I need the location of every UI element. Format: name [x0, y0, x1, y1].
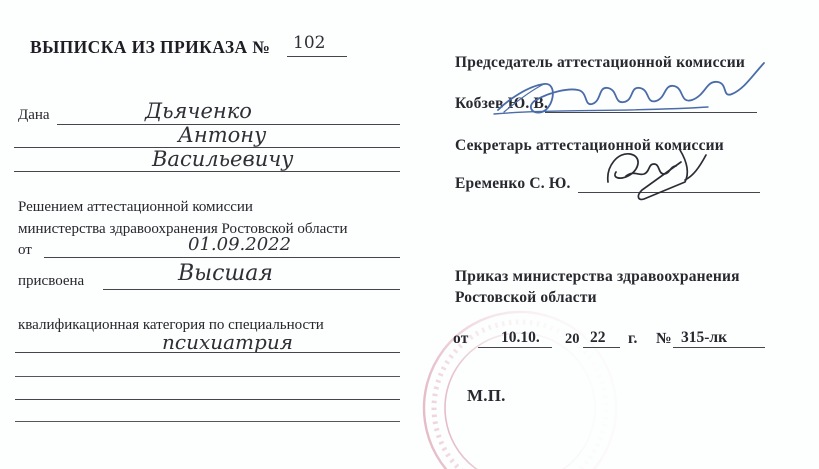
decision-date-line: [44, 257, 400, 258]
specialty-label: квалификационная категория по специальности: [18, 317, 324, 333]
order-number-line: [287, 56, 347, 57]
blank-line-2: [15, 399, 400, 400]
order-day-month: 10.10.: [501, 329, 540, 346]
order-date-line: [478, 347, 552, 348]
secretary-title: Секретарь аттестационной комиссии: [455, 137, 724, 154]
decision-text-line1: Решением аттестационной комиссии: [18, 199, 253, 215]
category-handwritten: Высшая: [178, 261, 273, 286]
chairman-signature: [492, 60, 774, 118]
decision-text-line2: министерства здравоохранения Ростовской области: [18, 221, 348, 237]
order-number-value: 315-лк: [681, 329, 728, 346]
order-number-handwritten: 102: [293, 33, 326, 53]
recipient-patronymic: Васильевичу: [152, 147, 294, 171]
order-number-sign: №: [656, 330, 672, 347]
assigned-label: присвоена: [18, 273, 85, 289]
decision-from-label: от: [18, 242, 32, 258]
round-stamp: [400, 300, 640, 469]
secretary-name: Еременко С. Ю.: [455, 175, 571, 192]
document-title: ВЫПИСКА ИЗ ПРИКАЗА №: [30, 37, 271, 57]
order-from-label: от: [453, 330, 469, 347]
chairman-title: Председатель аттестационной комиссии: [455, 54, 745, 71]
order-year-line: [583, 347, 620, 348]
secretary-signature: [596, 142, 714, 206]
order-number-value-line: [673, 347, 765, 348]
recipient-line-3: [14, 171, 400, 172]
order-title-line2: Ростовской области: [455, 289, 597, 306]
seal-place-label: М.П.: [467, 386, 506, 405]
order-year-suffix: г.: [628, 330, 638, 347]
category-line: [103, 289, 400, 290]
blank-line-1: [15, 376, 400, 377]
order-century: 20: [565, 331, 580, 347]
order-title-line1: Приказ министерства здравоохранения: [455, 268, 740, 285]
given-to-label: Дана: [18, 107, 50, 123]
specialty-line: [15, 352, 400, 353]
decision-date-handwritten: 01.09.2022: [188, 234, 292, 255]
recipient-surname: Дьяченко: [145, 99, 252, 123]
specialty-handwritten: психиатрия: [162, 330, 293, 354]
blank-line-3: [15, 421, 400, 422]
order-year: 22: [590, 329, 606, 346]
recipient-name: Антону: [178, 123, 267, 147]
chairman-name: Кобзев Ю. В.: [455, 95, 549, 112]
